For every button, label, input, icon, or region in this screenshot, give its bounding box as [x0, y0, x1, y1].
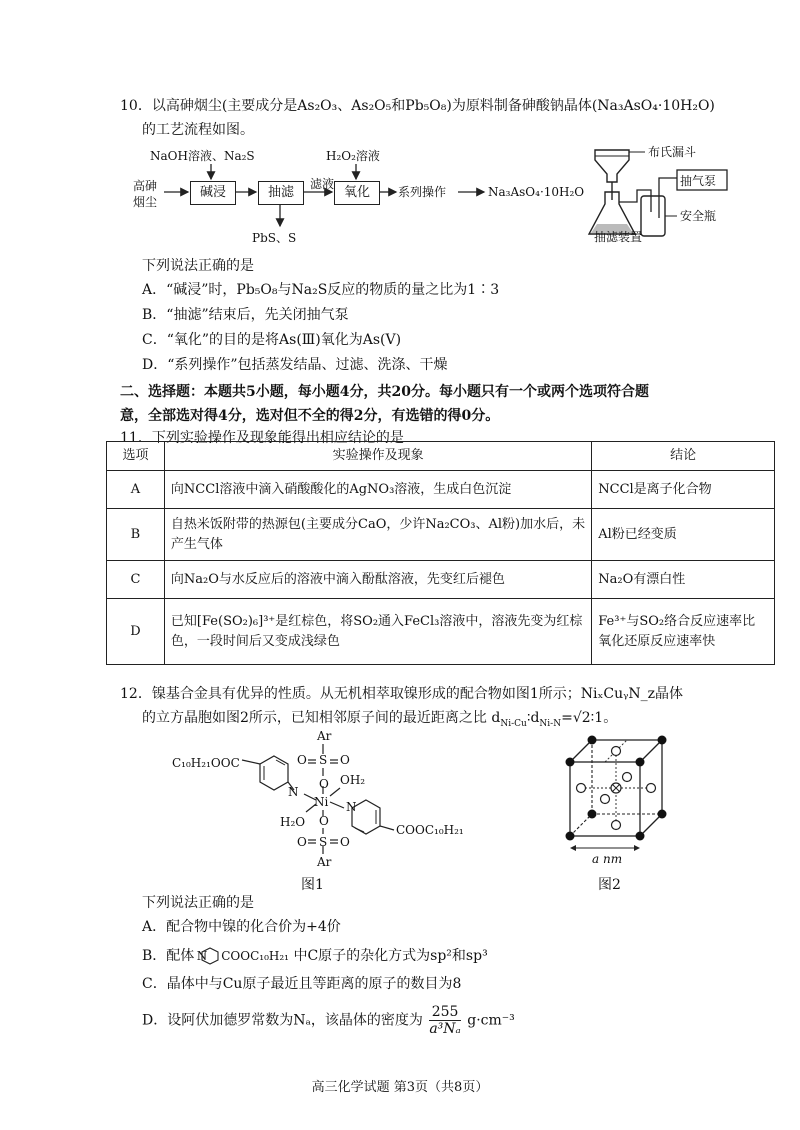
q12-ratio-mid: ∶d: [526, 710, 540, 726]
fig1-s-top: S: [319, 753, 328, 767]
flow-step-suction-filter: 抽滤: [258, 181, 304, 205]
q10-option-d: D．“系列操作”包括蒸发结晶、过滤、洗涤、干燥: [142, 357, 448, 373]
fig1-o-right-bottom: O: [340, 835, 350, 849]
q12-option-a: A．配合物中镍的化合价为+4价: [142, 919, 341, 935]
flow-step-oxidation: 氧化: [334, 181, 380, 205]
fig1-s-bottom: S: [319, 835, 328, 849]
q12-option-b-n: N: [196, 949, 208, 963]
page-footer: 高三化学试题 第3页（共8页）: [311, 1080, 489, 1095]
fig1-ni: Ni: [314, 795, 329, 809]
q11-header-row: [107, 442, 775, 471]
q12-option-b: [142, 946, 488, 966]
q12-option-d: [142, 1004, 515, 1037]
fig1-h2o: H₂O: [280, 815, 306, 829]
flow-product: Na₃AsO₄·10H₂O: [488, 185, 585, 199]
flow-byproduct: PbS、S: [252, 231, 297, 245]
fig1-o-right-top: O: [340, 753, 350, 767]
flow-step-alkali-leach: 碱浸: [190, 181, 236, 205]
pyridine-ring-icon: [196, 947, 221, 965]
apparatus-funnel-label: 布氏漏斗: [648, 145, 697, 159]
row-conclusion: Na₂O有漂白性: [592, 561, 775, 599]
q10-option-c: C．“氧化”的目的是将As(Ⅲ)氧化为As(Ⅴ): [142, 332, 402, 348]
fig2-caption: 图2: [598, 877, 621, 893]
flow-filtrate-label: 滤液: [309, 177, 334, 191]
unit-cell-drawing: [560, 732, 700, 862]
q11-header-operation: 实验操作及现象: [164, 442, 591, 471]
table-row: [107, 561, 775, 599]
row-operation: 向NCCl溶液中滴入硝酸酸化的AgNO₃溶液，生成白色沉淀: [164, 471, 591, 509]
q12-prompt: 下列说法正确的是: [142, 895, 254, 911]
q10-option-b: B．“抽滤”结束后，先关闭抽气泵: [142, 307, 349, 323]
density-denominator: a³Nₐ: [429, 1021, 461, 1037]
section2-line1: 二、选择题：本题共5小题，每小题4分，共20分。每小题只有一个或两个选项符合题: [120, 384, 649, 400]
q12-option-b-group: COOC₁₀H₂₁: [221, 949, 289, 963]
row-option: A: [107, 471, 165, 509]
row-option: D: [107, 599, 165, 665]
apparatus-pump-label: 抽气泵: [680, 174, 717, 188]
table-row: [107, 599, 775, 665]
flow-step-series: 系列操作: [398, 185, 447, 199]
q12-ratio-sub-ni-cu: Ni-Cu: [500, 718, 527, 729]
row-option: B: [107, 509, 165, 561]
row-operation: 向Na₂O与水反应后的溶液中滴入酚酞溶液，先变红后褪色: [164, 561, 591, 599]
flow-reagent1: NaOH溶液、Na₂S: [150, 149, 255, 163]
fig1-o-left-bottom: O: [297, 835, 307, 849]
table-row: [107, 471, 775, 509]
fig1-ar-top: Ar: [317, 729, 332, 743]
fig1-caption: 图1: [301, 877, 324, 893]
fig1-ester-left: C₁₀H₂₁OOC: [172, 756, 240, 770]
q10-stem-line2: 的工艺流程如图。: [142, 122, 254, 138]
fig1-o-left-top: O: [297, 753, 307, 767]
q12-stem-line1: 12．镍基合金具有优异的性质。从无机相萃取镍形成的配合物如图1所示；NiₓCuᵧN_z晶体: [120, 686, 684, 702]
row-conclusion: Al粉已经变质: [592, 509, 775, 561]
row-conclusion: Fe³⁺与SO₂络合反应速率比氧化还原反应速率快: [592, 599, 775, 665]
fig1-oh2: OH₂: [340, 773, 366, 787]
density-numerator: 255: [429, 1004, 460, 1021]
table-row: [107, 509, 775, 561]
q12-ratio-tail: =√2∶1。: [561, 710, 618, 726]
fig1-o-lower: O: [319, 814, 329, 828]
q12-option-d-pre: D．设阿伏加德罗常数为Nₐ，该晶体的密度为: [142, 1012, 423, 1029]
q12-option-b-pre: B．配体: [142, 948, 195, 964]
apparatus-safety-bottle-label: 安全瓶: [680, 209, 717, 223]
flow-reagent2: H₂O₂溶液: [326, 149, 380, 163]
density-fraction: [429, 1004, 460, 1037]
flow-raw-material: 高砷烟尘: [132, 179, 157, 209]
q11-header-option: 选项: [107, 442, 165, 471]
fig2-edge-label: a nm: [592, 852, 623, 866]
apparatus-caption: 抽滤装置: [594, 230, 643, 244]
q12-ratio-sub-ni-n: Ni-N: [539, 718, 562, 729]
row-operation: 自热米饭附带的热源包(主要成分CaO，少许Na₂CO₃、Al粉)加水后，未产生气体: [164, 509, 591, 561]
row-operation: 已知[Fe(SO₂)₆]³⁺是红棕色，将SO₂通入FeCl₃溶液中，溶液先变为红棕色，一段时间后又变成浅绿色: [164, 599, 591, 665]
fig1-n-right: N: [346, 800, 357, 814]
q12-option-c: C．晶体中与Cu原子最近且等距离的原子的数目为8: [142, 976, 462, 992]
q10-stem-line1: 10．以高砷烟尘(主要成分是As₂O₃、As₂O₅和Pb₅O₈)为原料制备砷酸钠晶体(Na₃AsO₄·10H₂O): [120, 98, 715, 114]
fig1-ar-bottom: Ar: [317, 855, 332, 869]
fig1-ester-right: COOC₁₀H₂₁: [396, 823, 464, 837]
section2-line2: 意，全部选对得4分，选对但不全的得2分，有选错的得0分。: [120, 408, 500, 424]
q10-prompt: 下列说法正确的是: [142, 258, 254, 274]
row-conclusion: NCCl是离子化合物: [592, 471, 775, 509]
q12-stem-line2-text: 的立方晶胞如图2所示，已知相邻原子间的最近距离之比 d: [142, 710, 501, 726]
q12-option-d-unit: g·cm⁻³: [467, 1012, 515, 1029]
q10-option-a: A．“碱浸”时，Pb₅O₈与Na₂S反应的物质的量之比为1∶3: [142, 282, 500, 298]
fig1-o-upper: O: [319, 777, 329, 791]
q11-header-conclusion: 结论: [592, 442, 775, 471]
row-option: C: [107, 561, 165, 599]
q11-stem: 11．下列实验操作及现象能得出相应结论的是: [120, 430, 404, 446]
q12-option-b-post: 中C原子的杂化方式为sp²和sp³: [293, 948, 488, 964]
fig1-n-left: N: [288, 785, 299, 799]
q11-table: [106, 441, 775, 665]
